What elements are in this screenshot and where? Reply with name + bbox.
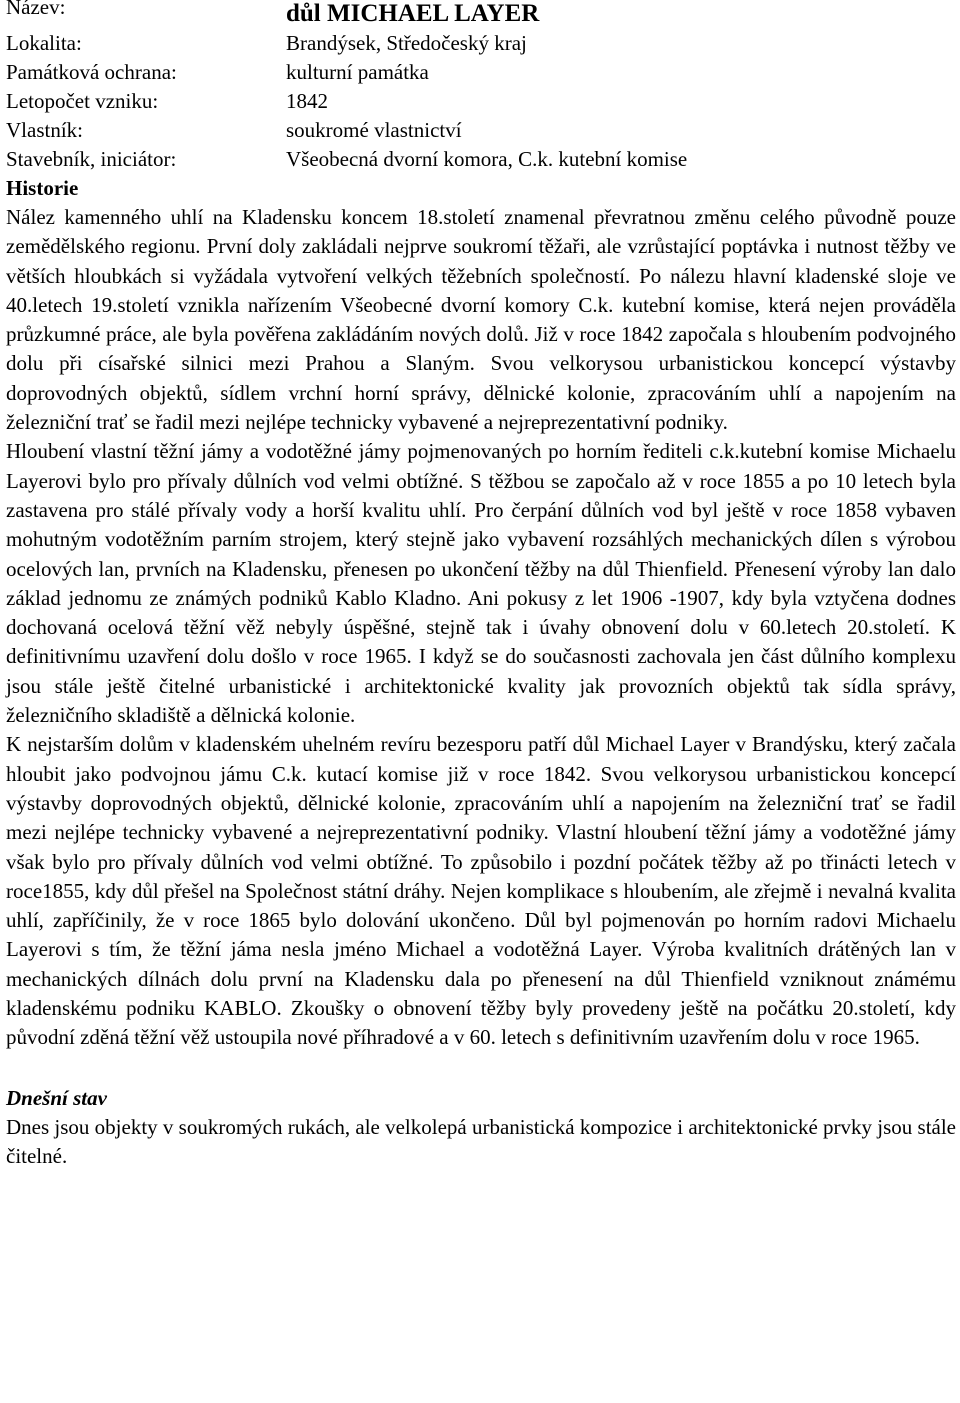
locality-label: Lokalita: xyxy=(6,31,82,55)
history-paragraph-2: Hloubení vlastní těžní jámy a vodotěžné jámy pojmenovaných po horním řediteli c.k.kutební komise Michaelu Layerovi bylo pro přívaly důlních vod velmi obtížné. S těžbou se započalo až v roce 1855 a po 10 letech byla zastavena pro stálé přívaly vody a horší kvalitu uhlí. Pro čerpání důlních vod byl ještě v roce 1858 vybaven mohutným vodotěžním parním strojem, který stejně jako vybavení rozsáhlých mechanických dílen s výrobou ocelových lan, prvních na Kladensku, přenesen po ukončení těžby na důl Thienfield. Přenesení výroby lan dalo základ jednomu ze známých podniků Kablo Kladno. Ani pokusy z let 1906 -1907, kdy byla vztyčena dodnes dochovaná ocelová těžní věž nebyly úspěšné, stejně tak i úvahy obnovení dolu v 60.letech 20.století. K definitivnímu uzavření dolu došlo v roce 1965. I když se do současnosti zachovala jen část důlního komplexu jsou stále ještě čitelné urbanistické i architektonické kvality jak provozních objektů tak sídla správy, železničního skladiště a dělnická kolonie. xyxy=(6,439,956,728)
current-state-heading: Dnešní stav xyxy=(6,1085,107,1110)
history-heading: Historie xyxy=(6,176,79,200)
builder-label: Stavebník, iniciátor: xyxy=(6,147,177,171)
history-paragraph-1: Nález kamenného uhlí na Kladensku koncem 18.století znamenal převratnou změnu celého původně pouze zemědělského regionu. První doly zakládali nejprve soukromí těžaři, ale vzrůstající poptávka i nutnost těžby ve větších hloubkách si vyžádala vytvoření velkých těžebních společností. Po nálezu hlavní kladenské sloje ve 40.letech 19.století vznikla nařízením Všeobecné dvorní komory C.k. kutební komise, která nejen prováděla průzkumné práce, ale byla pověřena zakládáním nových dolů. Již v roce 1842 započala s hloubením podvojného dolu při císařské silnici mezi Prahou a Slaným. Svou velkorysou urbanistickou koncepcí výstavby doprovodných objektů, sídlem vrchní horní správy, dělnické kolonie, zpracováním uhlí a napojením na železniční trať se řadil mezi nejlépe technicky vybavené a nejreprezentativní podniky. xyxy=(6,205,956,435)
builder-value: Všeobecná dvorní komora, C.k. kutební komise xyxy=(286,147,688,171)
protection-value: kulturní památka xyxy=(286,60,429,84)
info-row-locality xyxy=(6,29,956,58)
info-row-name xyxy=(6,0,956,27)
year-value: 1842 xyxy=(286,89,328,113)
document-page xyxy=(6,0,956,1171)
info-row-owner xyxy=(6,116,956,145)
protection-label: Památková ochrana: xyxy=(6,60,177,84)
info-row-builder xyxy=(6,145,956,174)
history-paragraph-3: K nejstarším dolům v kladenském uhelném revíru bezesporu patří důl Michael Layer v Brandýsku, který začala hloubit jako podvojnou jámu C.k. kutací komise již v roce 1842. Svou velkorysou urbanistickou koncepcí výstavby doprovodných objektů, dělnické kolonie, zpracováním uhlí a napojením na železniční trať se řadil mezi nejlépe technicky vybavené a nejreprezentativní podniky. Vlastní hloubení těžní jámy a vodotěžné jámy však bylo pro přívaly důlních vod velmi obtížné. To způsobilo i pozdní počátek těžby až po třinácti letech v roce1855, kdy důl přešel na Společnost státní dráhy. Nejen komplikace s hloubením, ale zřejmě i nevalná kvalita uhlí, zapříčinily, že v roce 1865 bylo dolování ukončeno. Důl byl pojmenován po horním radovi Michaelu Layerovi s tím, že těžní jáma nesla jméno Michael a vodotěžná Layer. Výroba kvalitních drátěných lan v mechanických dílnách dolu první na Kladensku dala po přenesení na důl Thienfield vzniknout známému kladenskému podniku KABLO. Zkoušky o obnovení těžby byly provedeny ještě na počátku 20.století, kdy původní zděná těžní věž ustoupila nové příhradové a v 60. letech s definitivním uzavřením dolu v roce 1965. xyxy=(6,732,956,1050)
locality-value: Brandýsek, Středočeský kraj xyxy=(286,31,527,55)
owner-value: soukromé vlastnictví xyxy=(286,118,462,142)
monument-title: důl MICHAEL LAYER xyxy=(286,0,540,27)
info-row-protection xyxy=(6,58,956,87)
current-state-text: Dnes jsou objekty v soukromých rukách, ale velkolepá urbanistická kompozice i architektonické prvky jsou stále čitelné. xyxy=(6,1114,956,1168)
info-row-year xyxy=(6,87,956,116)
name-label: Název: xyxy=(6,0,66,19)
year-label: Letopočet vzniku: xyxy=(6,89,159,113)
owner-label: Vlastník: xyxy=(6,118,83,142)
